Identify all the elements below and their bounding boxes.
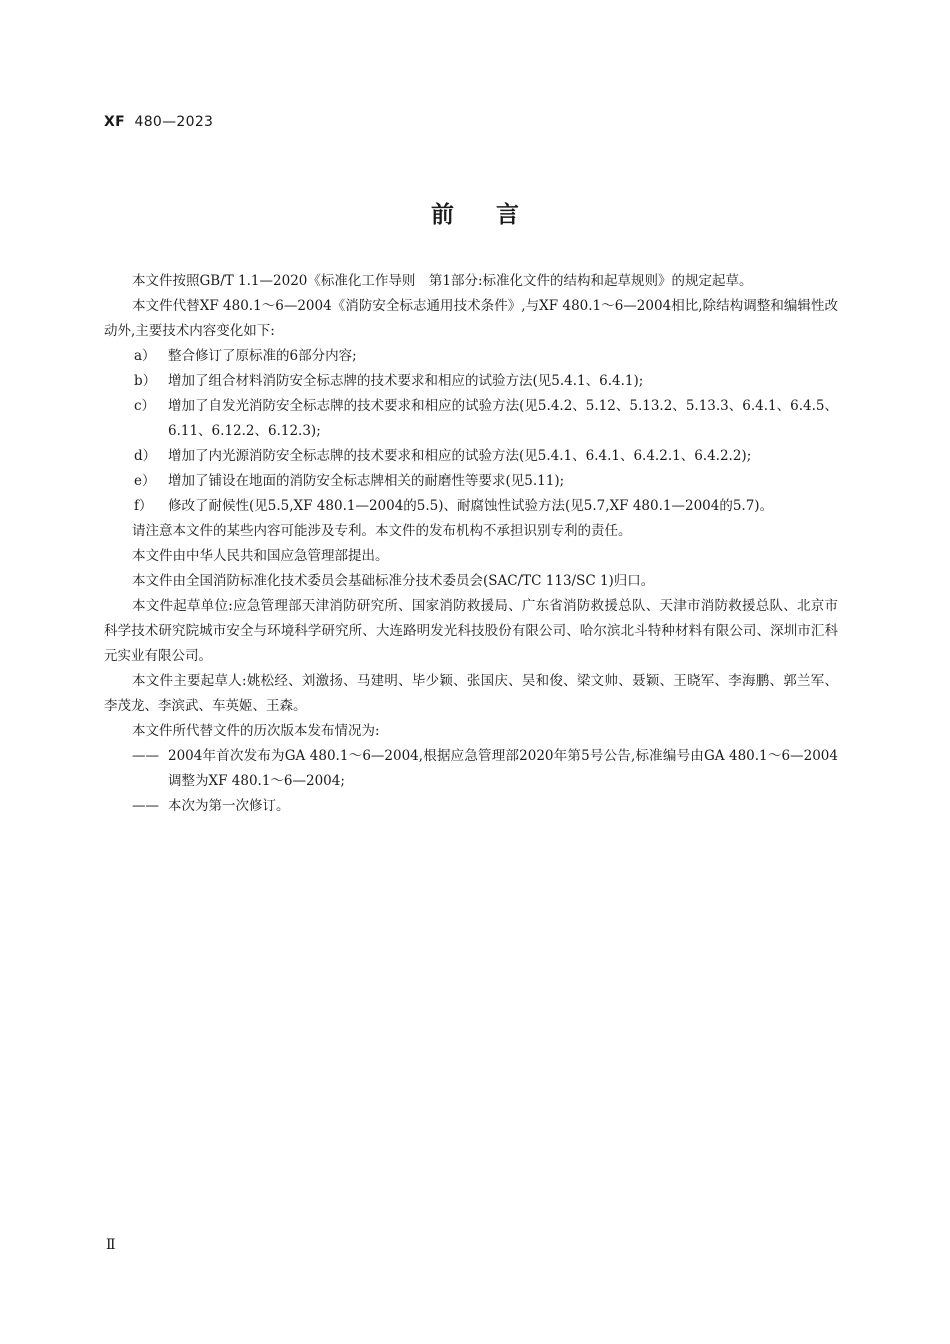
history-item <box>104 744 838 794</box>
list-marker: b） <box>134 373 157 389</box>
paragraph-drafters: 本文件主要起草人:姚松经、刘激扬、马建明、毕少颖、张国庆、吴和俊、梁文帅、聂颖、王晓军、李海鹏、郭兰军、李茂龙、李滨武、车英姬、王森。 <box>104 673 838 714</box>
paragraph-replaces: 本文件代替XF 480.1～6—2004《消防安全标志通用技术条件》,与XF 480.1～6—2004相比,除结构调整和编辑性改动外,主要技术内容变化如下: <box>104 298 838 339</box>
standard-prefix: XF <box>104 114 125 130</box>
list-item <box>104 344 838 369</box>
dash-marker: —— <box>132 798 159 814</box>
page-title: 前言 <box>431 202 561 228</box>
list-text: 增加了组合材料消防安全标志牌的技术要求和相应的试验方法(见5.4.1、6.4.1); <box>168 373 644 389</box>
dash-marker: —— <box>132 748 159 764</box>
list-item <box>104 394 838 444</box>
list-text: 修改了耐候性(见5.5,XF 480.1—2004的5.5)、耐腐蚀性试验方法(见5.7,XF 480.1—2004的5.7)。 <box>168 498 774 514</box>
history-text: 本次为第一次修订。 <box>168 798 290 814</box>
page-number: Ⅱ <box>106 1237 116 1253</box>
paragraph-drafting-units: 本文件起草单位:应急管理部天津消防研究所、国家消防救援局、广东省消防救援总队、天津市消防救援总队、北京市科学技术研究院城市安全与环境科学研究所、大连路明发光科技股份有限公司、哈尔滨北斗特种材料有限公司、深圳市汇科元实业有限公司。 <box>104 598 838 664</box>
list-item <box>104 369 838 394</box>
list-text: 增加了内光源消防安全标志牌的技术要求和相应的试验方法(见5.4.1、6.4.1、6.4.2.1、6.4.2.2); <box>168 448 752 464</box>
list-text: 增加了铺设在地面的消防安全标志牌相关的耐磨性等要求(见5.11); <box>168 473 565 489</box>
history-text: 2004年首次发布为GA 480.1～6—2004,根据应急管理部2020年第5号公告,标准编号由GA 480.1～6—2004调整为XF 480.1～6—2004; <box>168 748 838 789</box>
list-text: 整合修订了原标准的6部分内容; <box>168 348 357 364</box>
paragraph-patent-notice: 请注意本文件的某些内容可能涉及专利。本文件的发布机构不承担识别专利的责任。 <box>132 523 632 539</box>
paragraph-administered-by: 本文件由全国消防标准化技术委员会基础标准分技术委员会(SAC/TC 113/SC 1)归口。 <box>132 573 655 589</box>
list-item <box>104 494 838 519</box>
foreword-body <box>104 269 838 819</box>
history-item <box>104 794 838 819</box>
list-text: 增加了自发光消防安全标志牌的技术要求和相应的试验方法(见5.4.2、5.12、5.13.2、5.13.3、6.4.1、6.4.5、6.11、6.12.2、6.12.3); <box>168 398 838 439</box>
list-marker: e） <box>134 473 156 489</box>
list-marker: d） <box>134 448 157 464</box>
standard-number <box>104 114 213 130</box>
list-item <box>104 469 838 494</box>
list-marker: c） <box>134 398 156 414</box>
paragraph-history-intro: 本文件所代替文件的历次版本发布情况为: <box>132 723 380 739</box>
paragraph-drafting-rules: 本文件按照GB/T 1.1—2020《标准化工作导则 第1部分:标准化文件的结构和起草规则》的规定起草。 <box>132 273 753 289</box>
paragraph-proposed-by: 本文件由中华人民共和国应急管理部提出。 <box>132 548 389 564</box>
standard-code: 480—2023 <box>134 114 214 130</box>
list-item <box>104 444 838 469</box>
list-marker: a） <box>134 348 156 364</box>
list-marker: f） <box>134 498 153 514</box>
